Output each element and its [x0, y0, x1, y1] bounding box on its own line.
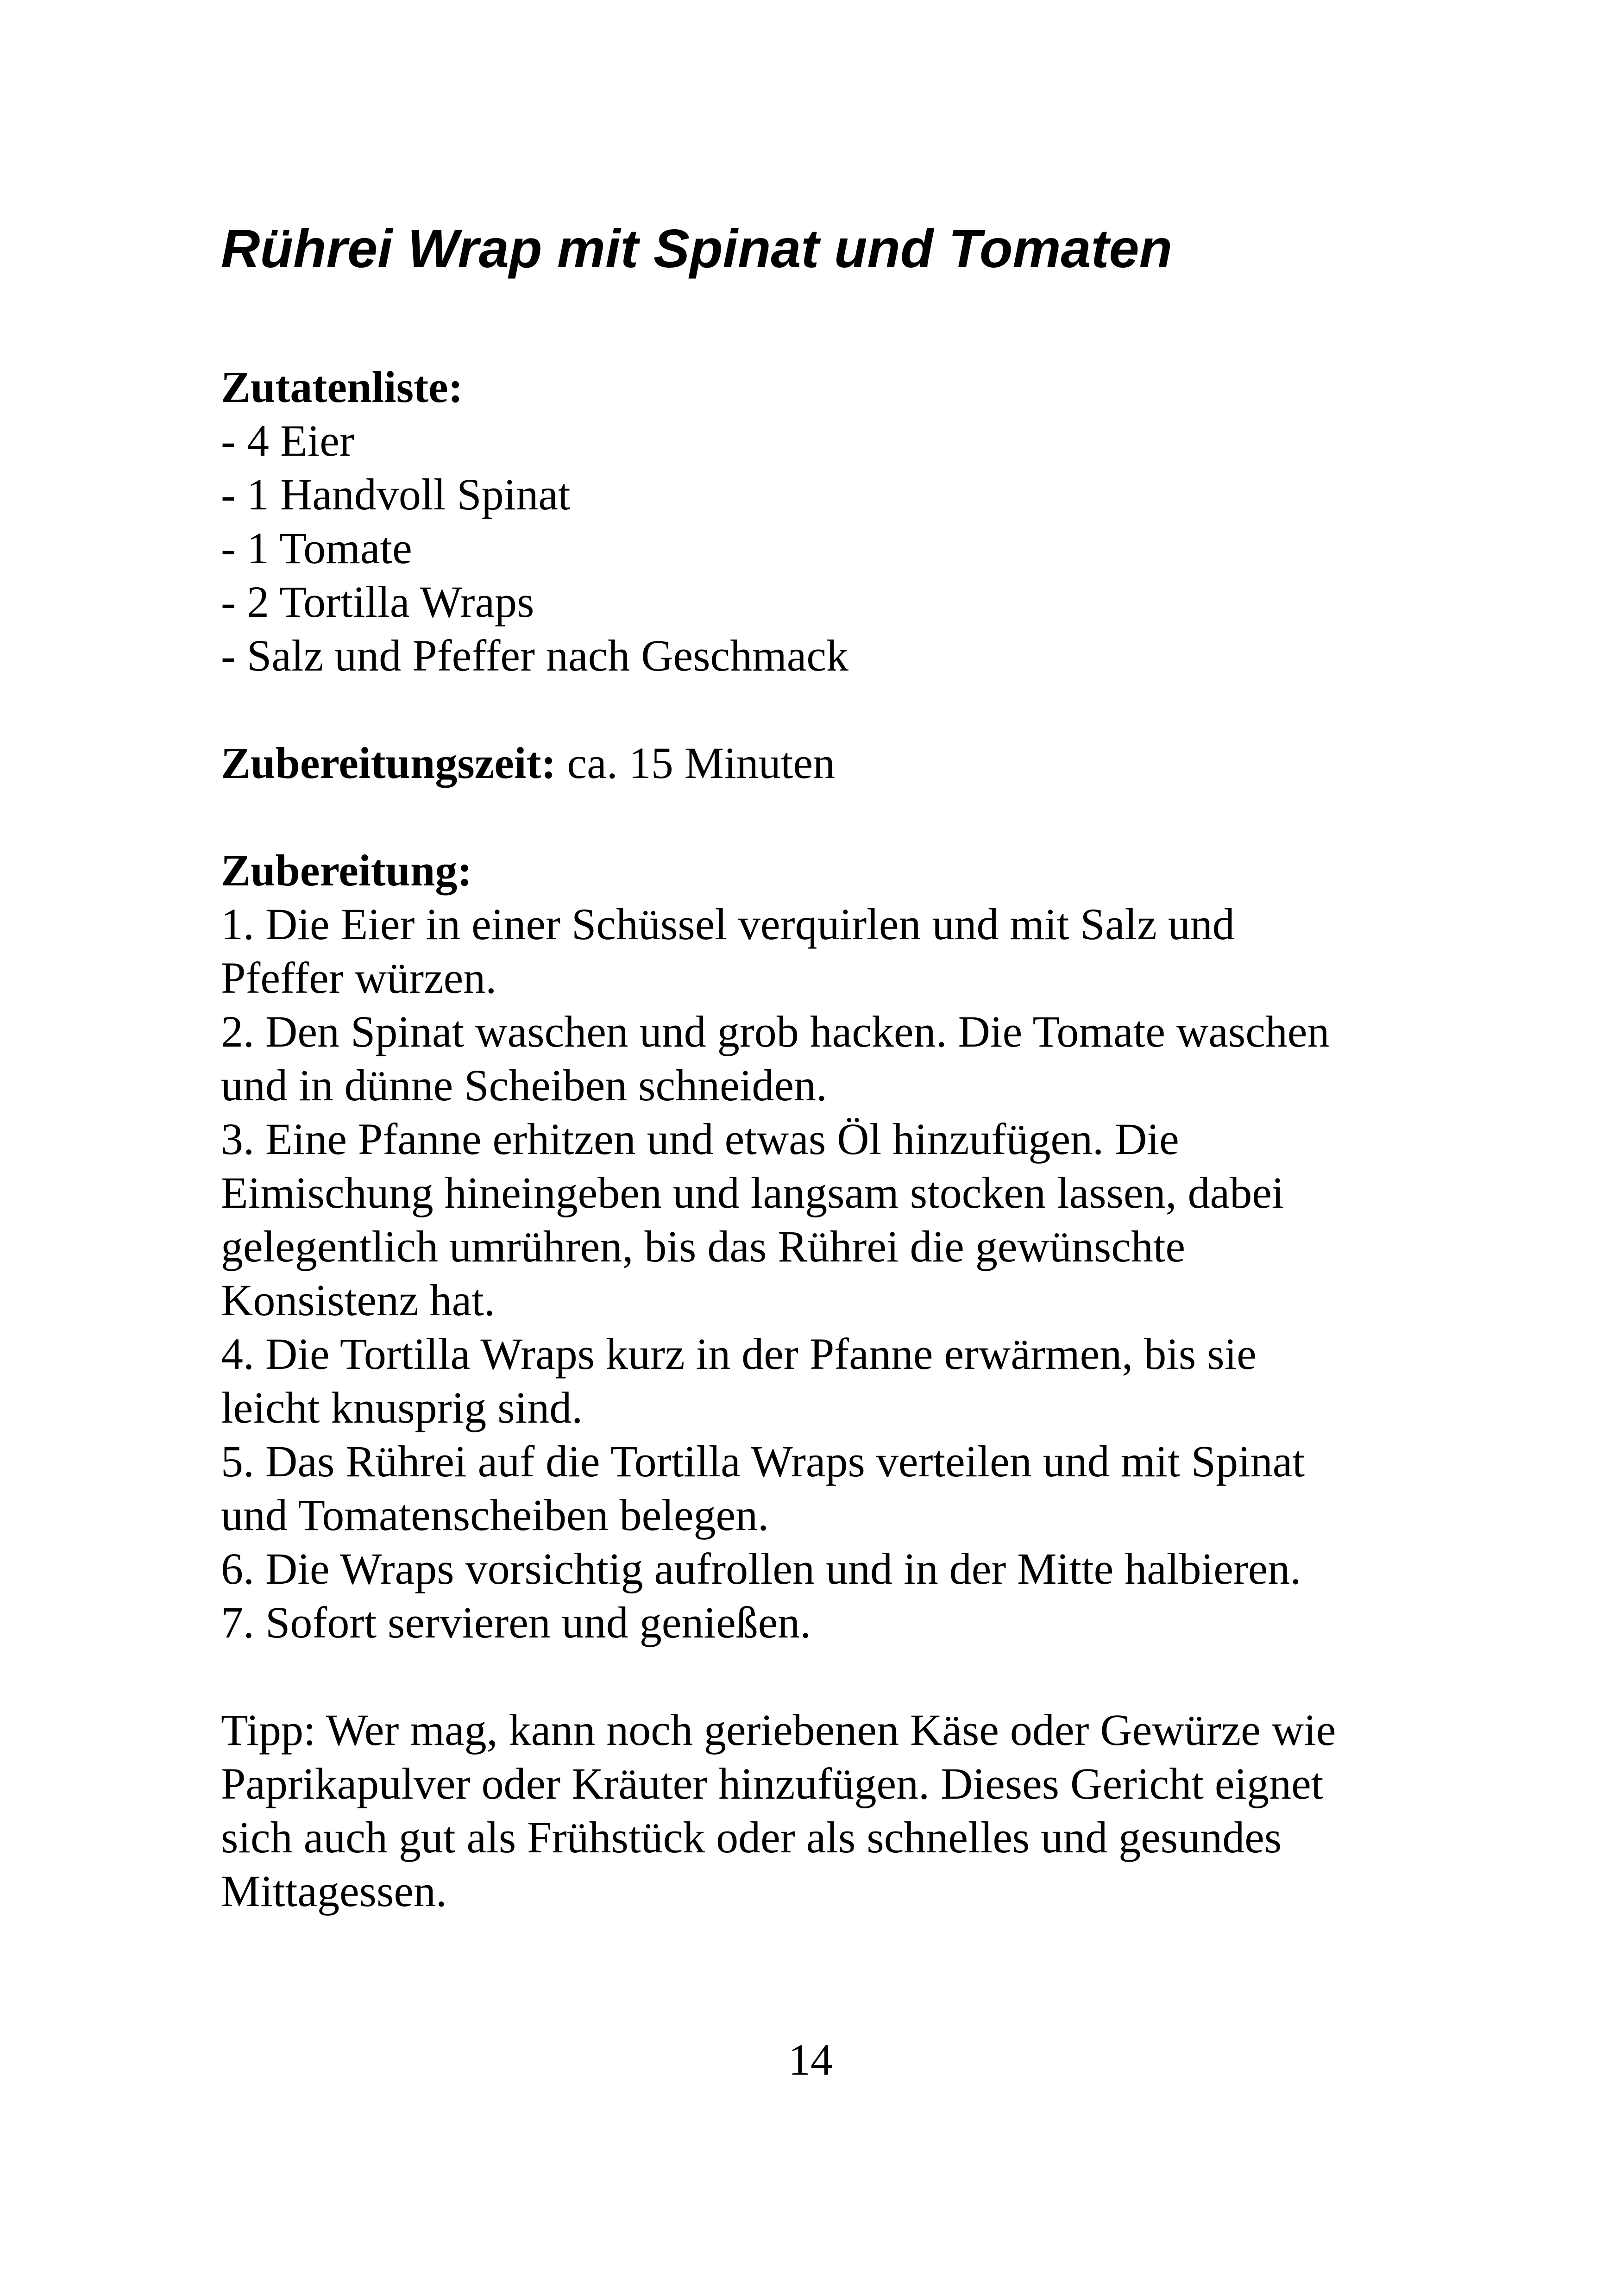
preparation-line: leicht knusprig sind.	[221, 1383, 583, 1432]
recipe-title: Rührei Wrap mit Spinat und Tomaten	[221, 218, 1173, 279]
preparation-line: Pfeffer würzen.	[221, 953, 497, 1003]
spacer	[221, 1650, 1425, 1703]
recipe-body	[221, 360, 1425, 1918]
tip-line: Mittagessen.	[221, 1866, 447, 1916]
prep-time-value: ca. 15 Minuten	[556, 738, 836, 788]
ingredients-heading: Zutatenliste:	[221, 362, 463, 412]
preparation-line: Eimischung hineingeben und langsam stocken lassen, dabei	[221, 1168, 1284, 1217]
prep-time-label: Zubereitungszeit:	[221, 738, 556, 788]
preparation-line: 2. Den Spinat waschen und grob hacken. Die Tomate waschen	[221, 1007, 1330, 1056]
preparation-line: und in dünne Scheiben schneiden.	[221, 1060, 828, 1110]
tip-line: sich auch gut als Frühstück oder als schnelles und gesundes	[221, 1813, 1282, 1862]
ingredient-item: - Salz und Pfeffer nach Geschmack	[221, 631, 849, 680]
tip-line: Paprikapulver oder Kräuter hinzufügen. Dieses Gericht eignet	[221, 1759, 1324, 1808]
page-number: 14	[788, 2035, 833, 2084]
ingredient-item: - 4 Eier	[221, 416, 354, 465]
tip-line: Tipp: Wer mag, kann noch geriebenen Käse oder Gewürze wie	[221, 1705, 1336, 1755]
preparation-line: 3. Eine Pfanne erhitzen und etwas Öl hinzufügen. Die	[221, 1114, 1179, 1164]
ingredient-item: - 1 Handvoll Spinat	[221, 470, 571, 519]
preparation-heading: Zubereitung:	[221, 846, 472, 895]
preparation-line: 1. Die Eier in einer Schüssel verquirlen und mit Salz und	[221, 899, 1235, 949]
ingredient-item: - 2 Tortilla Wraps	[221, 577, 534, 627]
preparation-line: Konsistenz hat.	[221, 1275, 495, 1325]
preparation-line: 6. Die Wraps vorsichtig aufrollen und in der Mitte halbieren.	[221, 1544, 1301, 1593]
preparation-line: und Tomatenscheiben belegen.	[221, 1490, 769, 1540]
preparation-line: 4. Die Tortilla Wraps kurz in der Pfanne erwärmen, bis sie	[221, 1329, 1257, 1379]
prep-time-line	[221, 736, 1425, 790]
spacer	[221, 790, 1425, 844]
preparation-line: 7. Sofort servieren und genießen.	[221, 1598, 811, 1647]
ingredient-item: - 1 Tomate	[221, 523, 412, 573]
preparation-line: gelegentlich umrühren, bis das Rührei die gewünschte	[221, 1222, 1186, 1271]
spacer	[221, 683, 1425, 736]
preparation-line: 5. Das Rührei auf die Tortilla Wraps verteilen und mit Spinat	[221, 1437, 1305, 1486]
